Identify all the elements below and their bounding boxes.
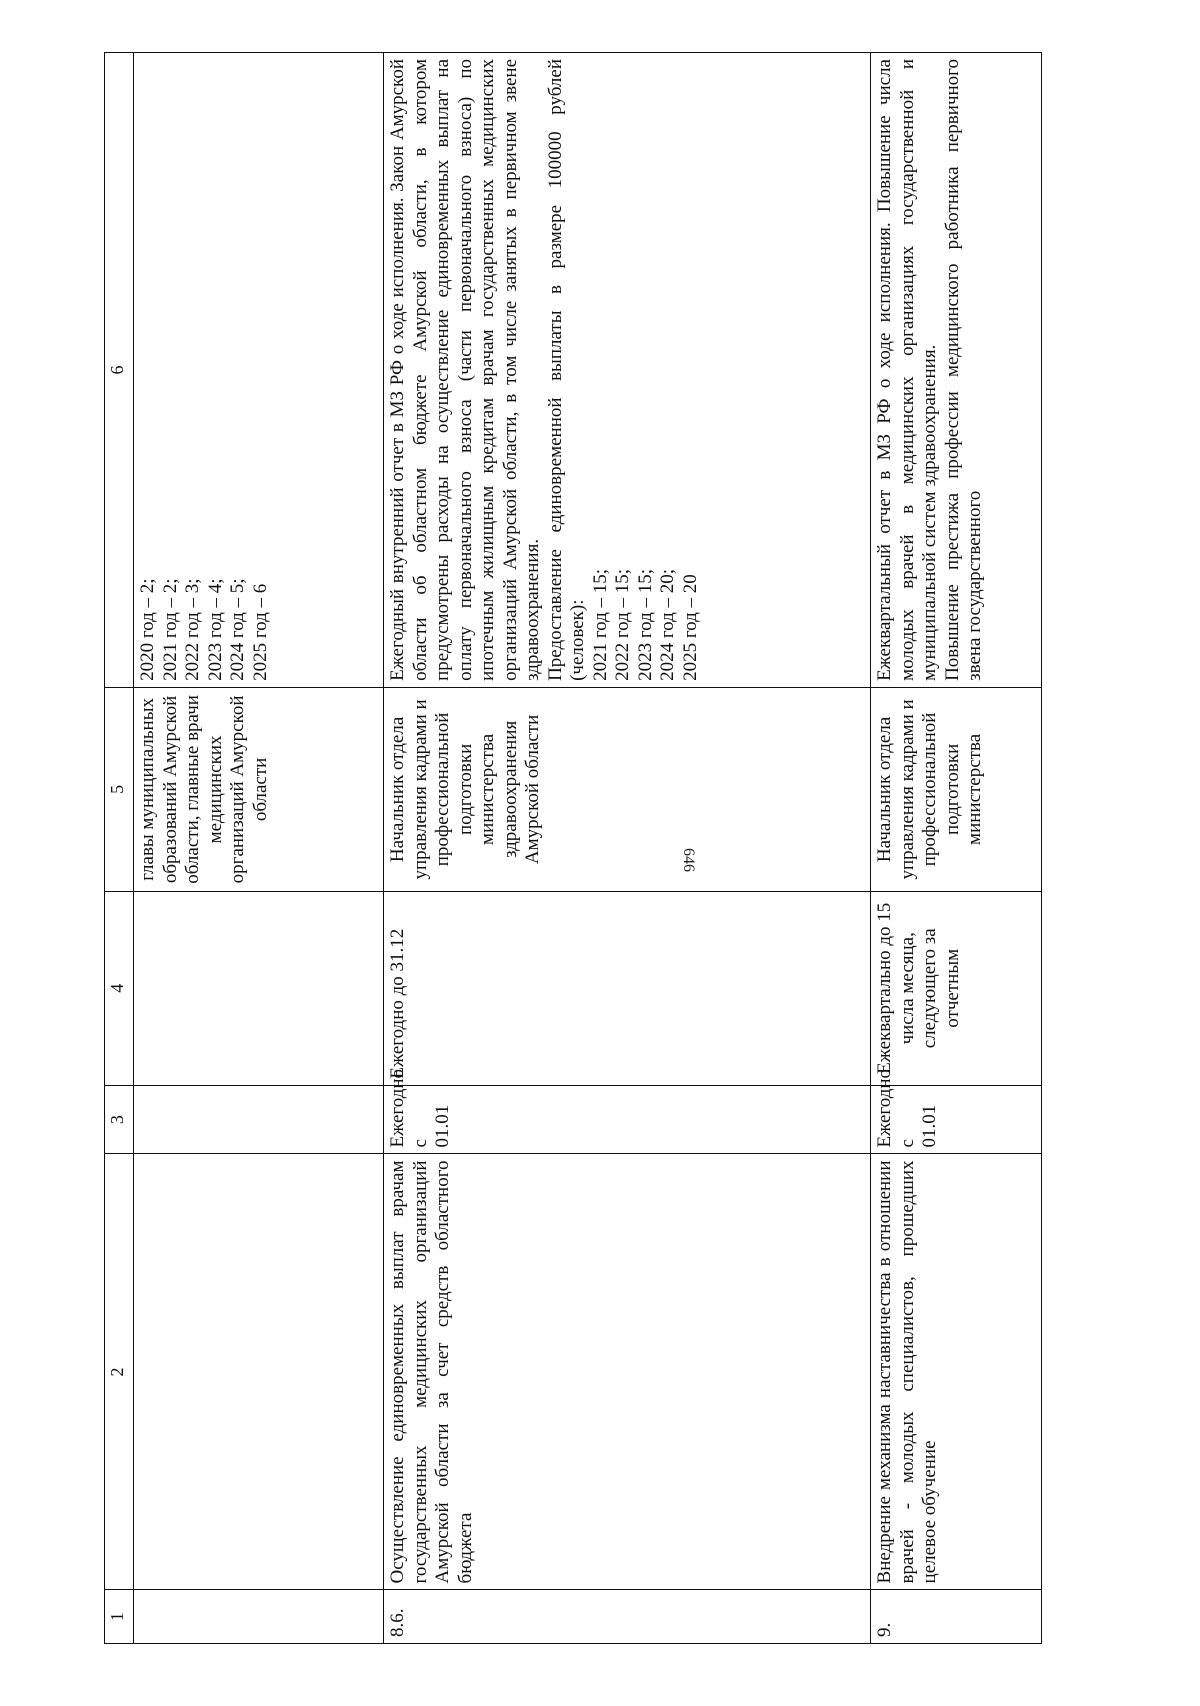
end-date-cell: [134, 891, 384, 1085]
result-line: 2023 год – 4;: [204, 578, 226, 681]
result-cell: [871, 53, 1042, 688]
end-date-cell: Ежегодно до 31.12: [384, 891, 871, 1085]
result-cell: [384, 53, 871, 688]
table-row: [384, 53, 871, 1644]
header-col-3: 3: [105, 1085, 134, 1154]
responsible-cell: главы муниципальных образований Амурской области, главные врачи медицинских организаций Амурской области: [134, 687, 384, 891]
activity-cell: Осуществление единовременных выплат врачам государственных медицинских организаций Амурской области за счет средств областного бюджета: [384, 1154, 871, 1590]
row-number: 8.6.: [384, 1590, 871, 1644]
activity-cell: [134, 1154, 384, 1590]
responsible-cell: Начальник отдела управления кадрами и профессиональной подготовки министерства здравоохранения Амурской области: [384, 687, 871, 891]
result-line: 2022 год – 3;: [182, 578, 203, 681]
result-line: 2020 год – 2;: [137, 578, 158, 681]
result-line: 2021 год – 15;: [589, 568, 611, 681]
result-text: Предоставление единовременной выплаты в размере 100000 рублей (человек):: [544, 59, 589, 681]
result-line: 2024 год – 20;: [657, 568, 679, 681]
activity-cell: Внедрение механизма наставничества в отношении врачей - молодых специалистов, прошедших целевое обучение: [871, 1154, 1042, 1590]
row-number: [134, 1590, 384, 1644]
result-line: 2022 год – 15;: [612, 568, 634, 681]
result-line: 2021 год – 2;: [159, 578, 181, 681]
responsible-cell: Начальник отдела управления кадрами и профессиональной подготовки министерства: [871, 687, 1042, 891]
result-text: Ежеквартальный отчет в МЗ РФ о ходе исполнения. Повышение числа молодых врачей в медицинских организациях государственной и муниципальной систем здравоохранения.: [874, 59, 941, 681]
result-line: 2024 год – 5;: [227, 578, 248, 681]
page-number: 646: [680, 848, 697, 872]
rotated-document-page: [104, 52, 1042, 1644]
result-line: 2025 год – 20: [679, 574, 701, 681]
start-date-cell: Ежегодно с 01.01: [871, 1085, 1042, 1154]
start-date-cell: Ежегодно с 01.01: [384, 1085, 871, 1154]
row-number: 9.: [871, 1590, 1042, 1644]
activity-table: [104, 52, 1042, 1644]
header-col-4: 4: [105, 891, 134, 1085]
header-col-5: 5: [105, 687, 134, 891]
table-header-row: [105, 53, 134, 1644]
result-text: Ежегодный внутренний отчет в МЗ РФ о ходе исполнения. Закон Амурской области об областном бюджете Амурской области, в котором предусмотрены расходы на осуществление единовременных выплат на оплату первоначального взноса (части первоначального взноса) по ипотечным жилищным кредитам врачам государственных медицинских организаций Амурской области, в том числе занятых в первичном звене здравоохранения.: [387, 59, 544, 681]
table-row: [134, 53, 384, 1644]
end-date-cell: Ежеквартально до 15 числа месяца, следующего за отчетным: [871, 891, 1042, 1085]
result-cell: [134, 53, 384, 688]
result-text: Повышение престижа профессии медицинского работника первичного звена государственного: [941, 59, 986, 681]
header-col-1: 1: [105, 1590, 134, 1644]
result-line: 2025 год – 6: [249, 583, 271, 681]
result-line: 2023 год – 15;: [634, 568, 656, 681]
header-col-2: 2: [105, 1154, 134, 1590]
header-col-6: 6: [105, 53, 134, 688]
start-date-cell: [134, 1085, 384, 1154]
table-row: [871, 53, 1042, 1644]
